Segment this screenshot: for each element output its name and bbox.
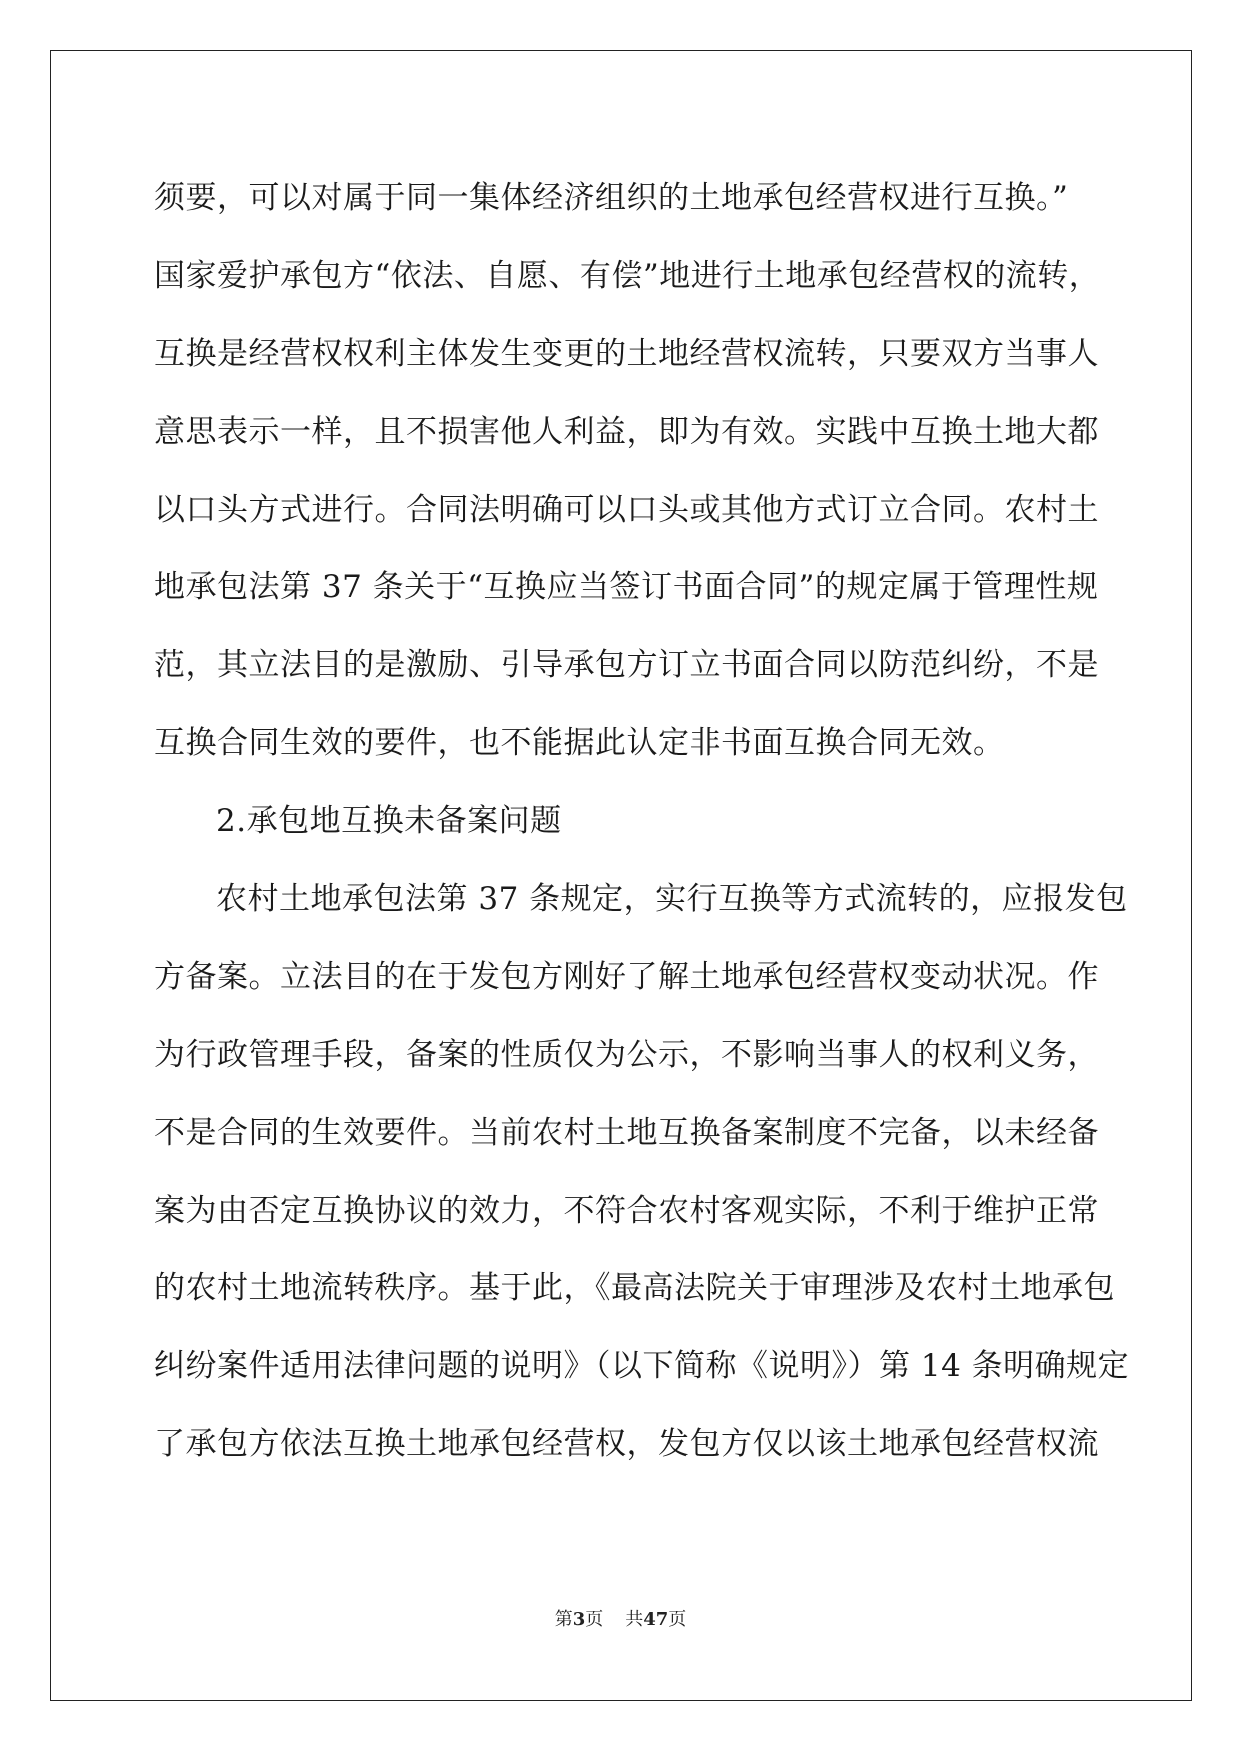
document-body (154, 160, 1130, 1484)
text-line: 互换合同生效的要件，也不能据此认定非书面互换合同无效。 (154, 725, 1005, 762)
text-line: 意思表示一样，且不损害他人利益，即为有效。实践中互换土地大都 (154, 413, 1099, 450)
text-line: 农村土地承包法第 37 条规定，实行互换等方式流转的，应报发包 (216, 881, 1128, 918)
total-pages: 47 (643, 1609, 669, 1630)
footer-total-suffix: 页 (668, 1609, 687, 1630)
text-line: 地承包法第 37 条关于“互换应当签订书面合同”的规定属于管理性规 (154, 569, 1099, 606)
text-line: 案为由否定互换协议的效力，不符合农村客观实际，不利于维护正常 (154, 1192, 1099, 1229)
text-line: 方备案。立法目的在于发包方刚好了解土地承包经营权变动状况。作 (154, 958, 1099, 995)
footer-total-prefix: 共 (625, 1609, 644, 1630)
text-line: 范，其立法目的是激励、引导承包方订立书面合同以防范纠纷，不是 (154, 647, 1099, 684)
text-line: 国家爱护承包方“依法、自愿、有偿”地进行土地承包经营权的流转， (154, 257, 1101, 294)
page-footer (0, 1605, 1241, 1631)
text-line: 的农村土地流转秩序。基于此，《最高法院关于审理涉及农村土地承包 (154, 1270, 1115, 1307)
text-line: 纠纷案件适用法律问题的说明》（以下简称《说明》）第 14 条明确规定 (154, 1348, 1130, 1385)
text-line: 须要，可以对属于同一集体经济组织的土地承包经营权进行互换。” (154, 180, 1069, 216)
section-heading: 2.承包地互换未备案问题 (216, 803, 562, 840)
footer-prefix: 第 (554, 1609, 573, 1630)
page-number: 3 (572, 1609, 586, 1630)
footer-page-suffix: 页 (585, 1609, 604, 1630)
text-line: 不是合同的生效要件。当前农村土地互换备案制度不完备，以未经备 (154, 1114, 1099, 1151)
text-line: 互换是经营权权利主体发生变更的土地经营权流转，只要双方当事人 (154, 335, 1099, 372)
text-line: 了承包方依法互换土地承包经营权，发包方仅以该土地承包经营权流 (154, 1426, 1099, 1463)
text-line: 以口头方式进行。合同法明确可以口头或其他方式订立合同。农村土 (154, 491, 1099, 528)
text-line: 为行政管理手段，备案的性质仅为公示，不影响当事人的权利义务， (154, 1036, 1099, 1073)
